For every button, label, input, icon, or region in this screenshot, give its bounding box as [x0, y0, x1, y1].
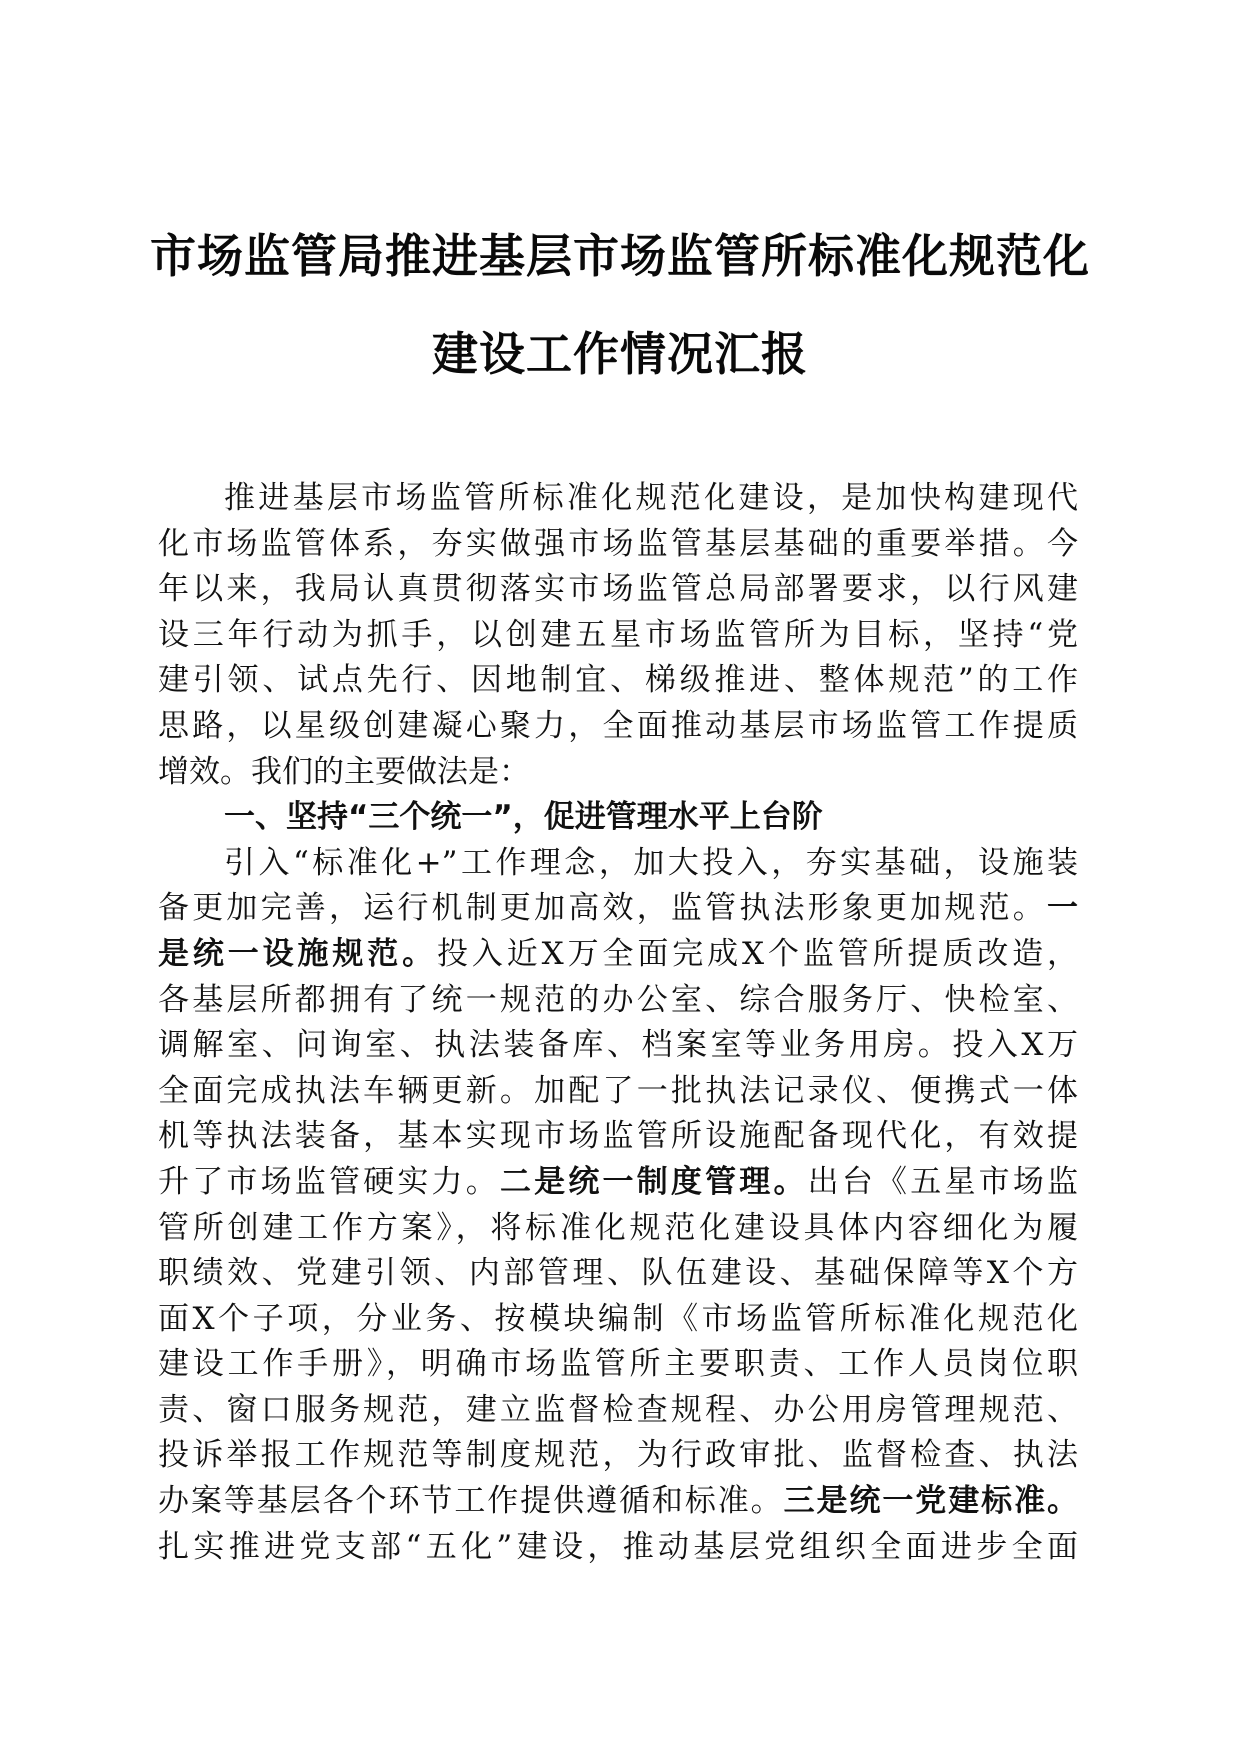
- document-title-line-2: 建设工作情况汇报: [432, 327, 808, 381]
- section-1-line: 机等执法装备，基本实现市场监管所设施配备现代化，有效提: [158, 1118, 1078, 1155]
- section-1-line: [158, 886, 1078, 932]
- bold-lead: 二是统一制度管理。: [499, 1163, 808, 1200]
- section-1-heading: 一、坚持“三个统一”，促进管理水平上台阶: [224, 799, 823, 836]
- section-1-line: 调解室、问询室、执法装备库、档案室等业务用房。投入X万: [158, 1027, 1078, 1064]
- line-text: 投入近X万全面完成X个监管所提质改造，: [437, 935, 1079, 972]
- intro-line: 增效。我们的主要做法是：: [158, 753, 530, 790]
- bold-lead: 一: [1047, 890, 1078, 927]
- section-1-line: 扎实推进党支部“五化”建设，推动基层党组织全面进步全面: [158, 1528, 1078, 1565]
- section-1-line: 管所创建工作方案》，将标准化规范化建设具体内容细化为履: [158, 1209, 1078, 1246]
- intro-line: 化市场监管体系，夯实做强市场监管基层基础的重要举措。今: [158, 525, 1078, 562]
- line-text: 出台《五星市场监: [807, 1163, 1079, 1200]
- section-1-line: [158, 932, 1078, 978]
- line-text: 办案等基层各个环节工作提供遵循和标准。: [158, 1483, 784, 1520]
- bold-lead: 三是统一党建标准。: [783, 1483, 1079, 1520]
- section-1-line: 各基层所都拥有了统一规范的办公室、综合服务厅、快检室、: [158, 981, 1078, 1018]
- section-1-line: 引入“标准化+”工作理念，加大投入，夯实基础，设施装: [224, 844, 1078, 881]
- intro-line: 年以来，我局认真贯彻落实市场监管总局部署要求，以行风建: [158, 571, 1078, 608]
- section-1-line: 全面完成执法车辆更新。加配了一批执法记录仪、便携式一体: [158, 1072, 1078, 1109]
- section-1-line: 投诉举报工作规范等制度规范，为行政审批、监督检查、执法: [158, 1437, 1078, 1474]
- intro-line: 设三年行动为抓手，以创建五星市场监管所为目标，坚持“党: [158, 616, 1078, 653]
- bold-lead: 是统一设施规范。: [158, 935, 438, 972]
- intro-line: 建引领、试点先行、因地制宜、梯级推进、整体规范”的工作: [158, 662, 1078, 699]
- document-title-line-1: 市场监管局推进基层市场监管所标准化规范化: [150, 229, 1090, 283]
- intro-line: 推进基层市场监管所标准化规范化建设，是加快构建现代: [224, 480, 1078, 516]
- section-1-line: [158, 1479, 1078, 1525]
- section-1-line: 面X个子项，分业务、按模块编制《市场监管所标准化规范化: [158, 1300, 1078, 1337]
- document-body: [158, 476, 1078, 1570]
- section-1-line: 建设工作手册》，明确市场监管所主要职责、工作人员岗位职: [158, 1346, 1078, 1383]
- section-1-line: 职绩效、党建引领、内部管理、队伍建设、基础保障等X个方: [158, 1255, 1078, 1292]
- section-1-line: 责、窗口服务规范，建立监督检查规程、办公用房管理规范、: [158, 1391, 1078, 1428]
- line-text: 升了市场监管硬实力。: [158, 1163, 500, 1200]
- line-text: 备更加完善，运行机制更加高效，监管执法形象更加规范。: [158, 890, 1047, 927]
- intro-line: 思路，以星级创建凝心聚力，全面推动基层市场监管工作提质: [158, 707, 1078, 744]
- section-1-line: [158, 1160, 1078, 1206]
